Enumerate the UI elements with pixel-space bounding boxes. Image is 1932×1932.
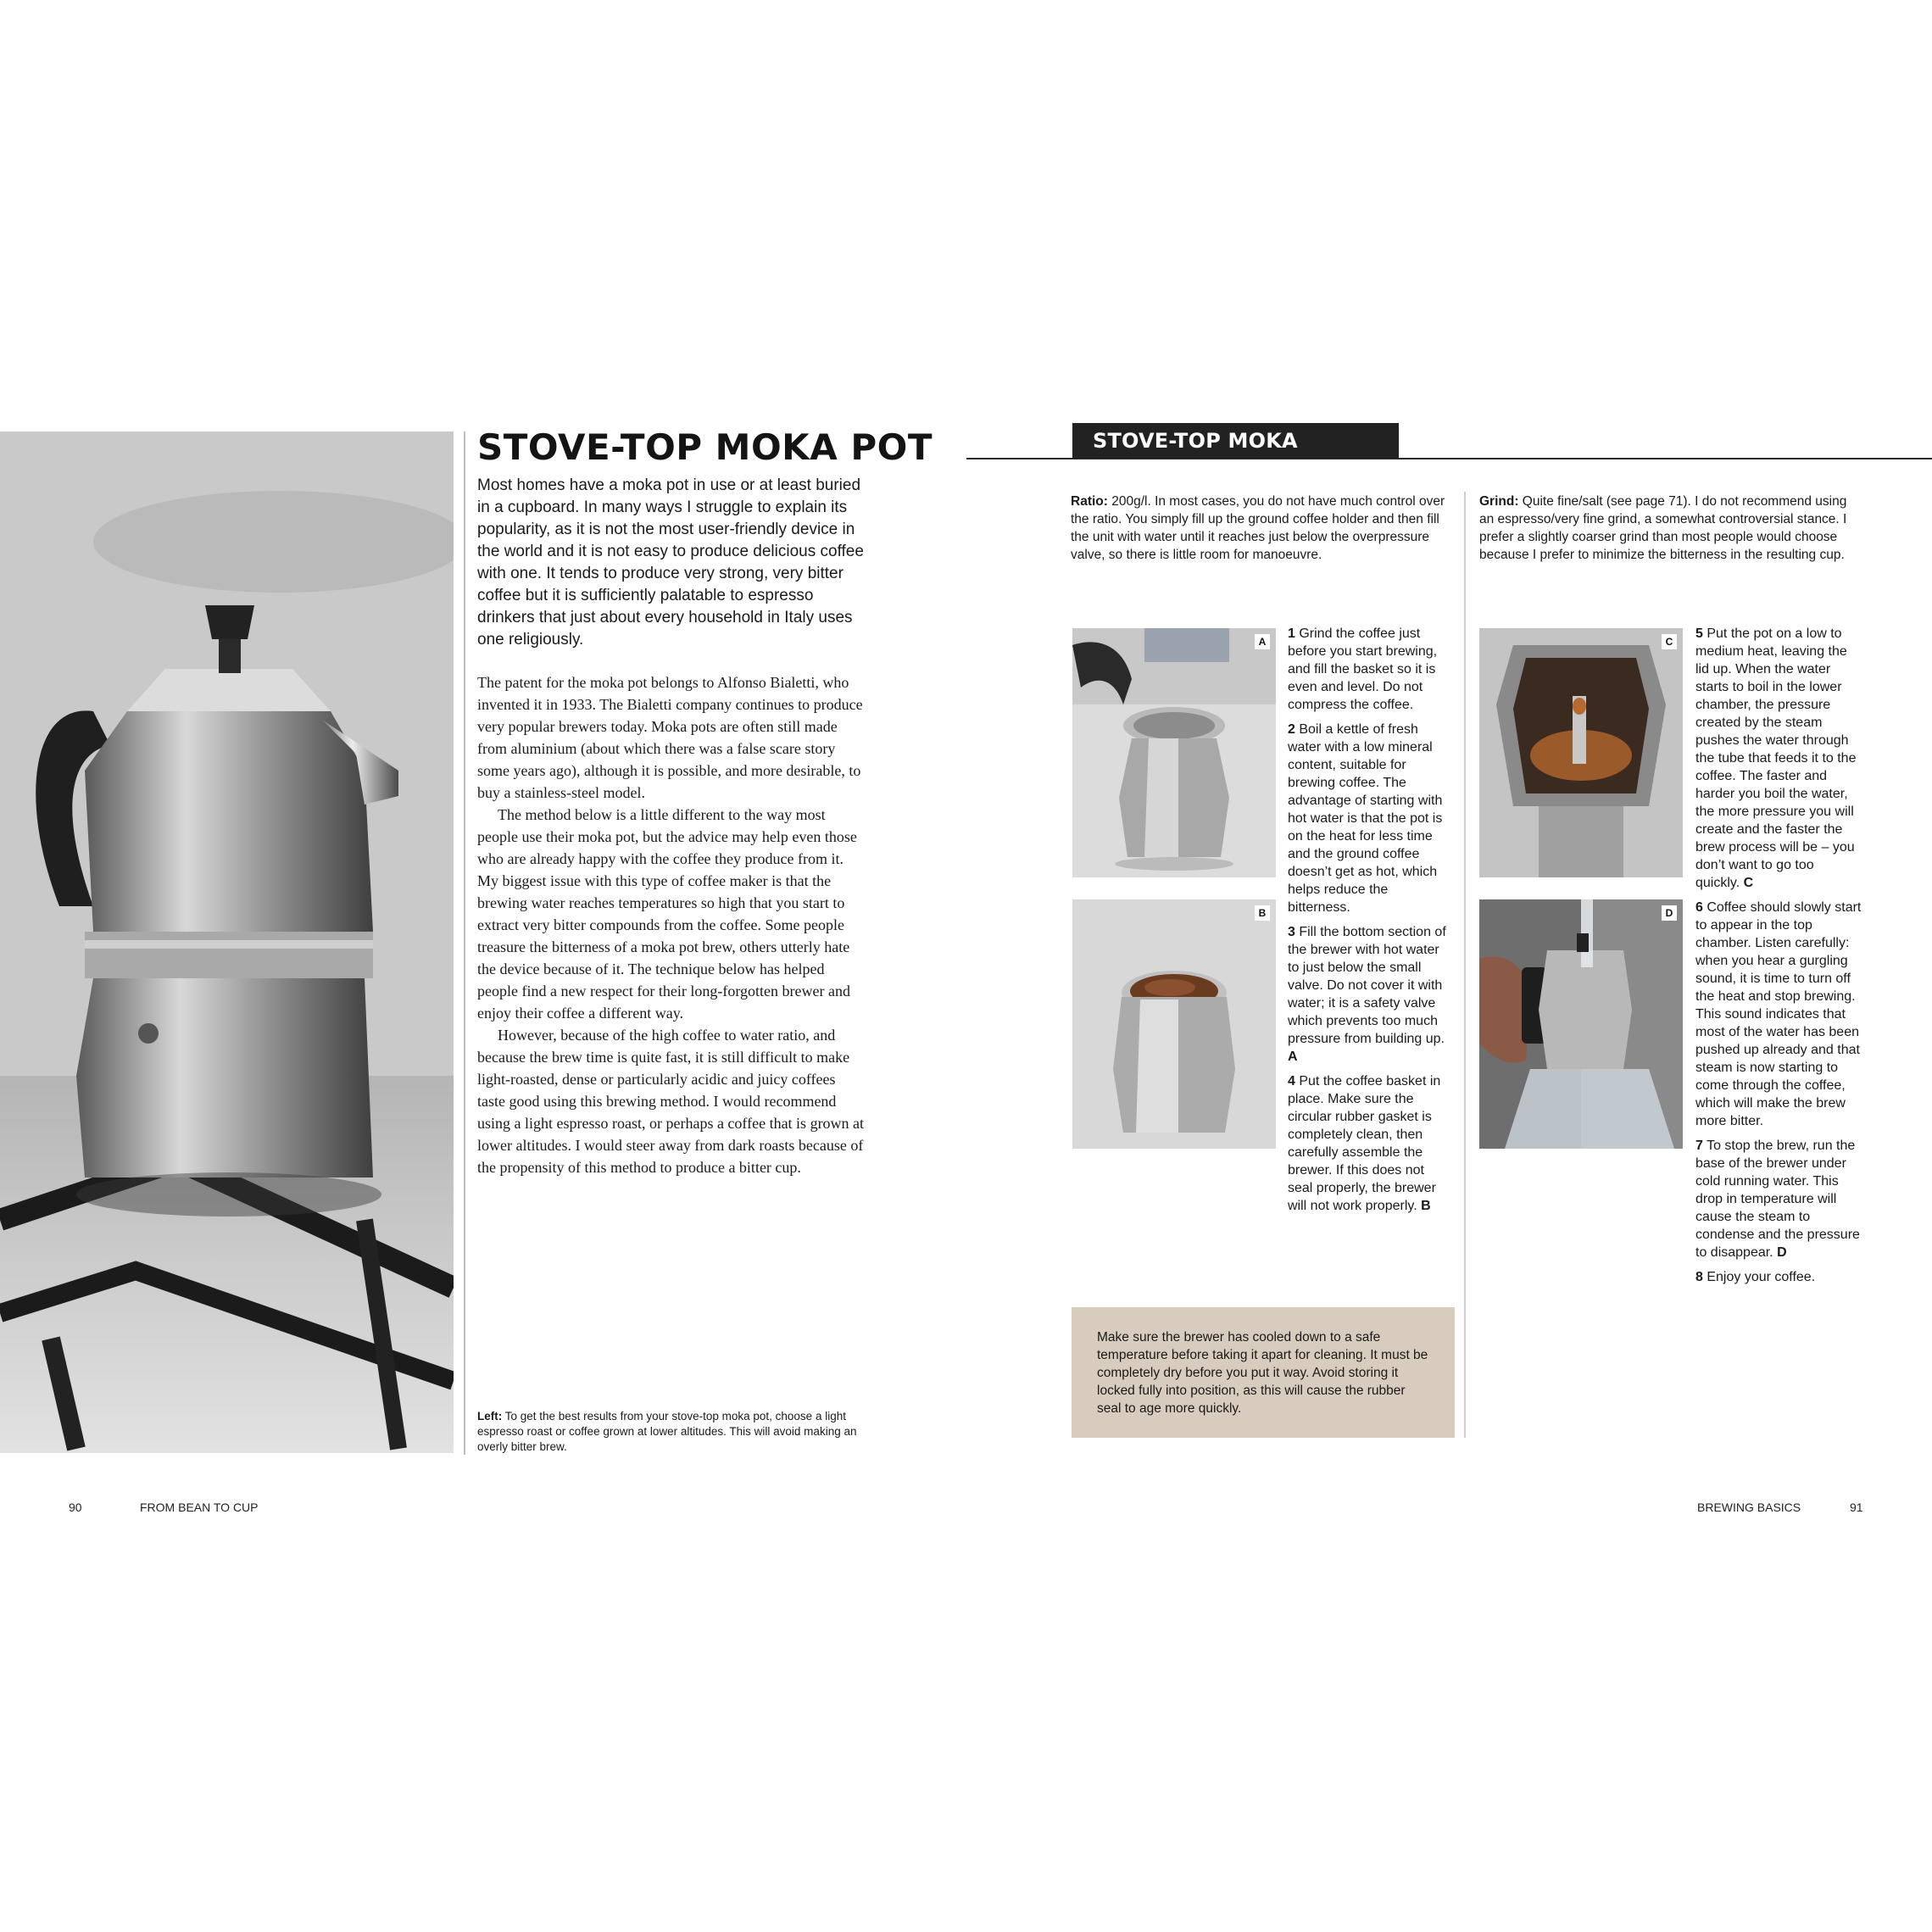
- step-text: Coffee should slowly start to appear in the top chamber. Listen carefully: when you hear a gurgling sound, it is time to turn off the heat and stop brewing. This sound indicates that most of the water has been pushed up already and that steam is now starting to come through the coffee, which will make the brew more bitter.: [1695, 900, 1862, 1128]
- moka-pot-hero-photo: [0, 431, 454, 1453]
- moka-pot-illustration: [0, 431, 454, 1453]
- step-number: 6: [1695, 900, 1703, 915]
- step-photo-c: [1479, 628, 1683, 877]
- grind-paragraph: [1479, 493, 1861, 564]
- cooling-under-water-photo: [1479, 899, 1683, 1149]
- left-column-divider: [464, 431, 465, 1455]
- column-divider: [1464, 492, 1466, 1438]
- step-number: 8: [1695, 1270, 1703, 1284]
- tip-box: Make sure the brewer has cooled down to a safe temperature before taking it apart for cleaning. It must be completely dry before you put it way. Avoid storing it locked fully into position, as this will cause the rubber seal to age more quickly.: [1072, 1307, 1455, 1438]
- photo-reference: C: [1743, 876, 1754, 890]
- step-item: [1288, 1072, 1450, 1215]
- step-item: [1288, 923, 1450, 1066]
- step-item: [1288, 721, 1450, 916]
- photo-reference: A: [1288, 1050, 1298, 1064]
- body-paragraph: However, because of the high coffee to water ratio, and because the brew time is quite fast, it is still difficult to make light-roasted, dense or particularly acidic and juicy coffees taste good using this brewing method. I would recommend using a light espresso roast, or perhaps a coffee that is grown at lower altitudes. I would steer away from dark roasts because of the propensity of this method to produce a bitter cup.: [477, 1027, 865, 1176]
- ratio-paragraph: [1071, 493, 1452, 564]
- running-head-left: FROM BEAN TO CUP: [140, 1501, 259, 1514]
- caption-text: To get the best results from your stove-top moka pot, choose a light espresso roast or coffee grown at lower altitudes. This will avoid making an overly bitter brew.: [477, 1410, 857, 1453]
- step-number: 7: [1695, 1139, 1703, 1153]
- coffee-basket-photo: [1072, 899, 1276, 1149]
- step-photo-a: [1072, 628, 1276, 877]
- photo-tag-c: C: [1662, 634, 1677, 649]
- step-text: Enjoy your coffee.: [1702, 1270, 1816, 1284]
- step-text: Boil a kettle of fresh water with a low mineral content, suitable for brewing coffee. The advantage of starting with hot water is that the pot is on the heat for less time and the ground coffee doesn’t get as hot, which helps reduce the bitterness.: [1288, 722, 1443, 915]
- step-text: Grind the coffee just before you start brewing, and fill the basket so it is even and level. Do not compress the coffee.: [1288, 626, 1438, 712]
- photo-tag-b: B: [1255, 905, 1270, 921]
- step-number: 3: [1288, 925, 1295, 939]
- ratio-text: 200g/l. In most cases, you do not have much control over the ratio. You simply fill up the ground coffee holder and then fill the unit with water until it reaches just below the overpressure valve, so there is little room for manoeuvre.: [1071, 494, 1445, 562]
- step-text: Put the pot on a low to medium heat, leaving the lid up. When the water starts to boil in the lower chamber, the pressure created by the steam pushes the water through the tube that feeds it to the coffee. The faster and harder you boil the water, the more pressure you will create and the faster the brew process will be – you don’t want to go too quickly.: [1695, 626, 1857, 890]
- photo-caption: [477, 1409, 863, 1455]
- page-number-right: 91: [1850, 1501, 1863, 1514]
- moka-base-photo: [1072, 628, 1276, 877]
- page-number-left: 90: [69, 1501, 82, 1514]
- photo-tag-a: A: [1255, 634, 1270, 649]
- caption-label: Left:: [477, 1410, 503, 1423]
- step-number: 4: [1288, 1074, 1295, 1088]
- method-banner: STOVE-TOP MOKA METHOD: [1072, 423, 1399, 459]
- step-item: [1695, 625, 1862, 892]
- step-number: 1: [1288, 626, 1295, 641]
- photo-reference: D: [1777, 1245, 1787, 1260]
- step-text: Fill the bottom section of the brewer with hot water to just below the small valve. Do not cover it with water; it is a safety valve which prevents too much pressure from building up.: [1288, 925, 1446, 1046]
- photo-tag-d: D: [1662, 905, 1677, 921]
- step-photo-d: [1479, 899, 1683, 1149]
- brewing-photo: [1479, 628, 1683, 877]
- grind-text: Quite fine/salt (see page 71). I do not recommend using an espresso/very fine grind, a somewhat controversial stance. I prefer a slightly coarser grind than most people would choose because I prefer to minimize the bitterness in the resulting cup.: [1479, 494, 1847, 562]
- step-number: 5: [1695, 626, 1703, 641]
- page-title: STOVE-TOP MOKA POT: [477, 426, 933, 468]
- body-paragraph: The patent for the moka pot belongs to Alfonso Bialetti, who invented it in 1933. The Bialetti company continues to produce very popular brewers today. Moka pots are often still made from aluminium (about which there was a false scare story some years ago), although it is possible, and more desirable, to buy a stainless-steel model.: [477, 674, 863, 801]
- intro-paragraph: Most homes have a moka pot in use or at least buried in a cupboard. In many ways I struggle to explain its popularity, as it is not the most user-friendly device in the world and it is not easy to produce delicious coffee with one. It tends to produce very strong, very bitter coffee but it is sufficiently palatable to espresso drinkers that just about every household in Italy uses one religiously.: [477, 476, 864, 649]
- step-item: [1695, 1137, 1862, 1261]
- grind-label: Grind:: [1479, 494, 1519, 509]
- body-paragraph: The method below is a little different to the way most people use their moka pot, but the advice may help even those who are already happy with the coffee they produce from it. My biggest issue with this type of coffee maker is that the brewing water reaches temperatures so high that you start to extract very bitter compounds from the coffee. Some people treasure the bitterness of a moka pot brew, others utterly hate the device because of it. The technique below has helped people find a new respect for their long-forgotten brewer and enjoy their coffee a different way.: [477, 806, 857, 1022]
- step-text: Put the coffee basket in place. Make sure the circular rubber gasket is completely clean, then carefully assemble the brewer. If this does not seal properly, the brewer will not work properly.: [1288, 1074, 1441, 1213]
- steps-column-right: [1695, 625, 1862, 1293]
- ratio-label: Ratio:: [1071, 494, 1108, 509]
- photo-reference: B: [1421, 1199, 1431, 1213]
- step-item: [1288, 625, 1450, 714]
- running-head-right: BREWING BASICS: [1697, 1501, 1801, 1514]
- step-photo-b: [1072, 899, 1276, 1149]
- step-item: [1695, 899, 1862, 1130]
- steps-column-left: [1288, 625, 1450, 1222]
- step-number: 2: [1288, 722, 1295, 737]
- body-text: [477, 671, 866, 1178]
- step-item: [1695, 1268, 1862, 1286]
- step-text: To stop the brew, run the base of the brewer under cold running water. This drop in temperature will cause the steam to condense and the pressure to disappear.: [1695, 1139, 1860, 1260]
